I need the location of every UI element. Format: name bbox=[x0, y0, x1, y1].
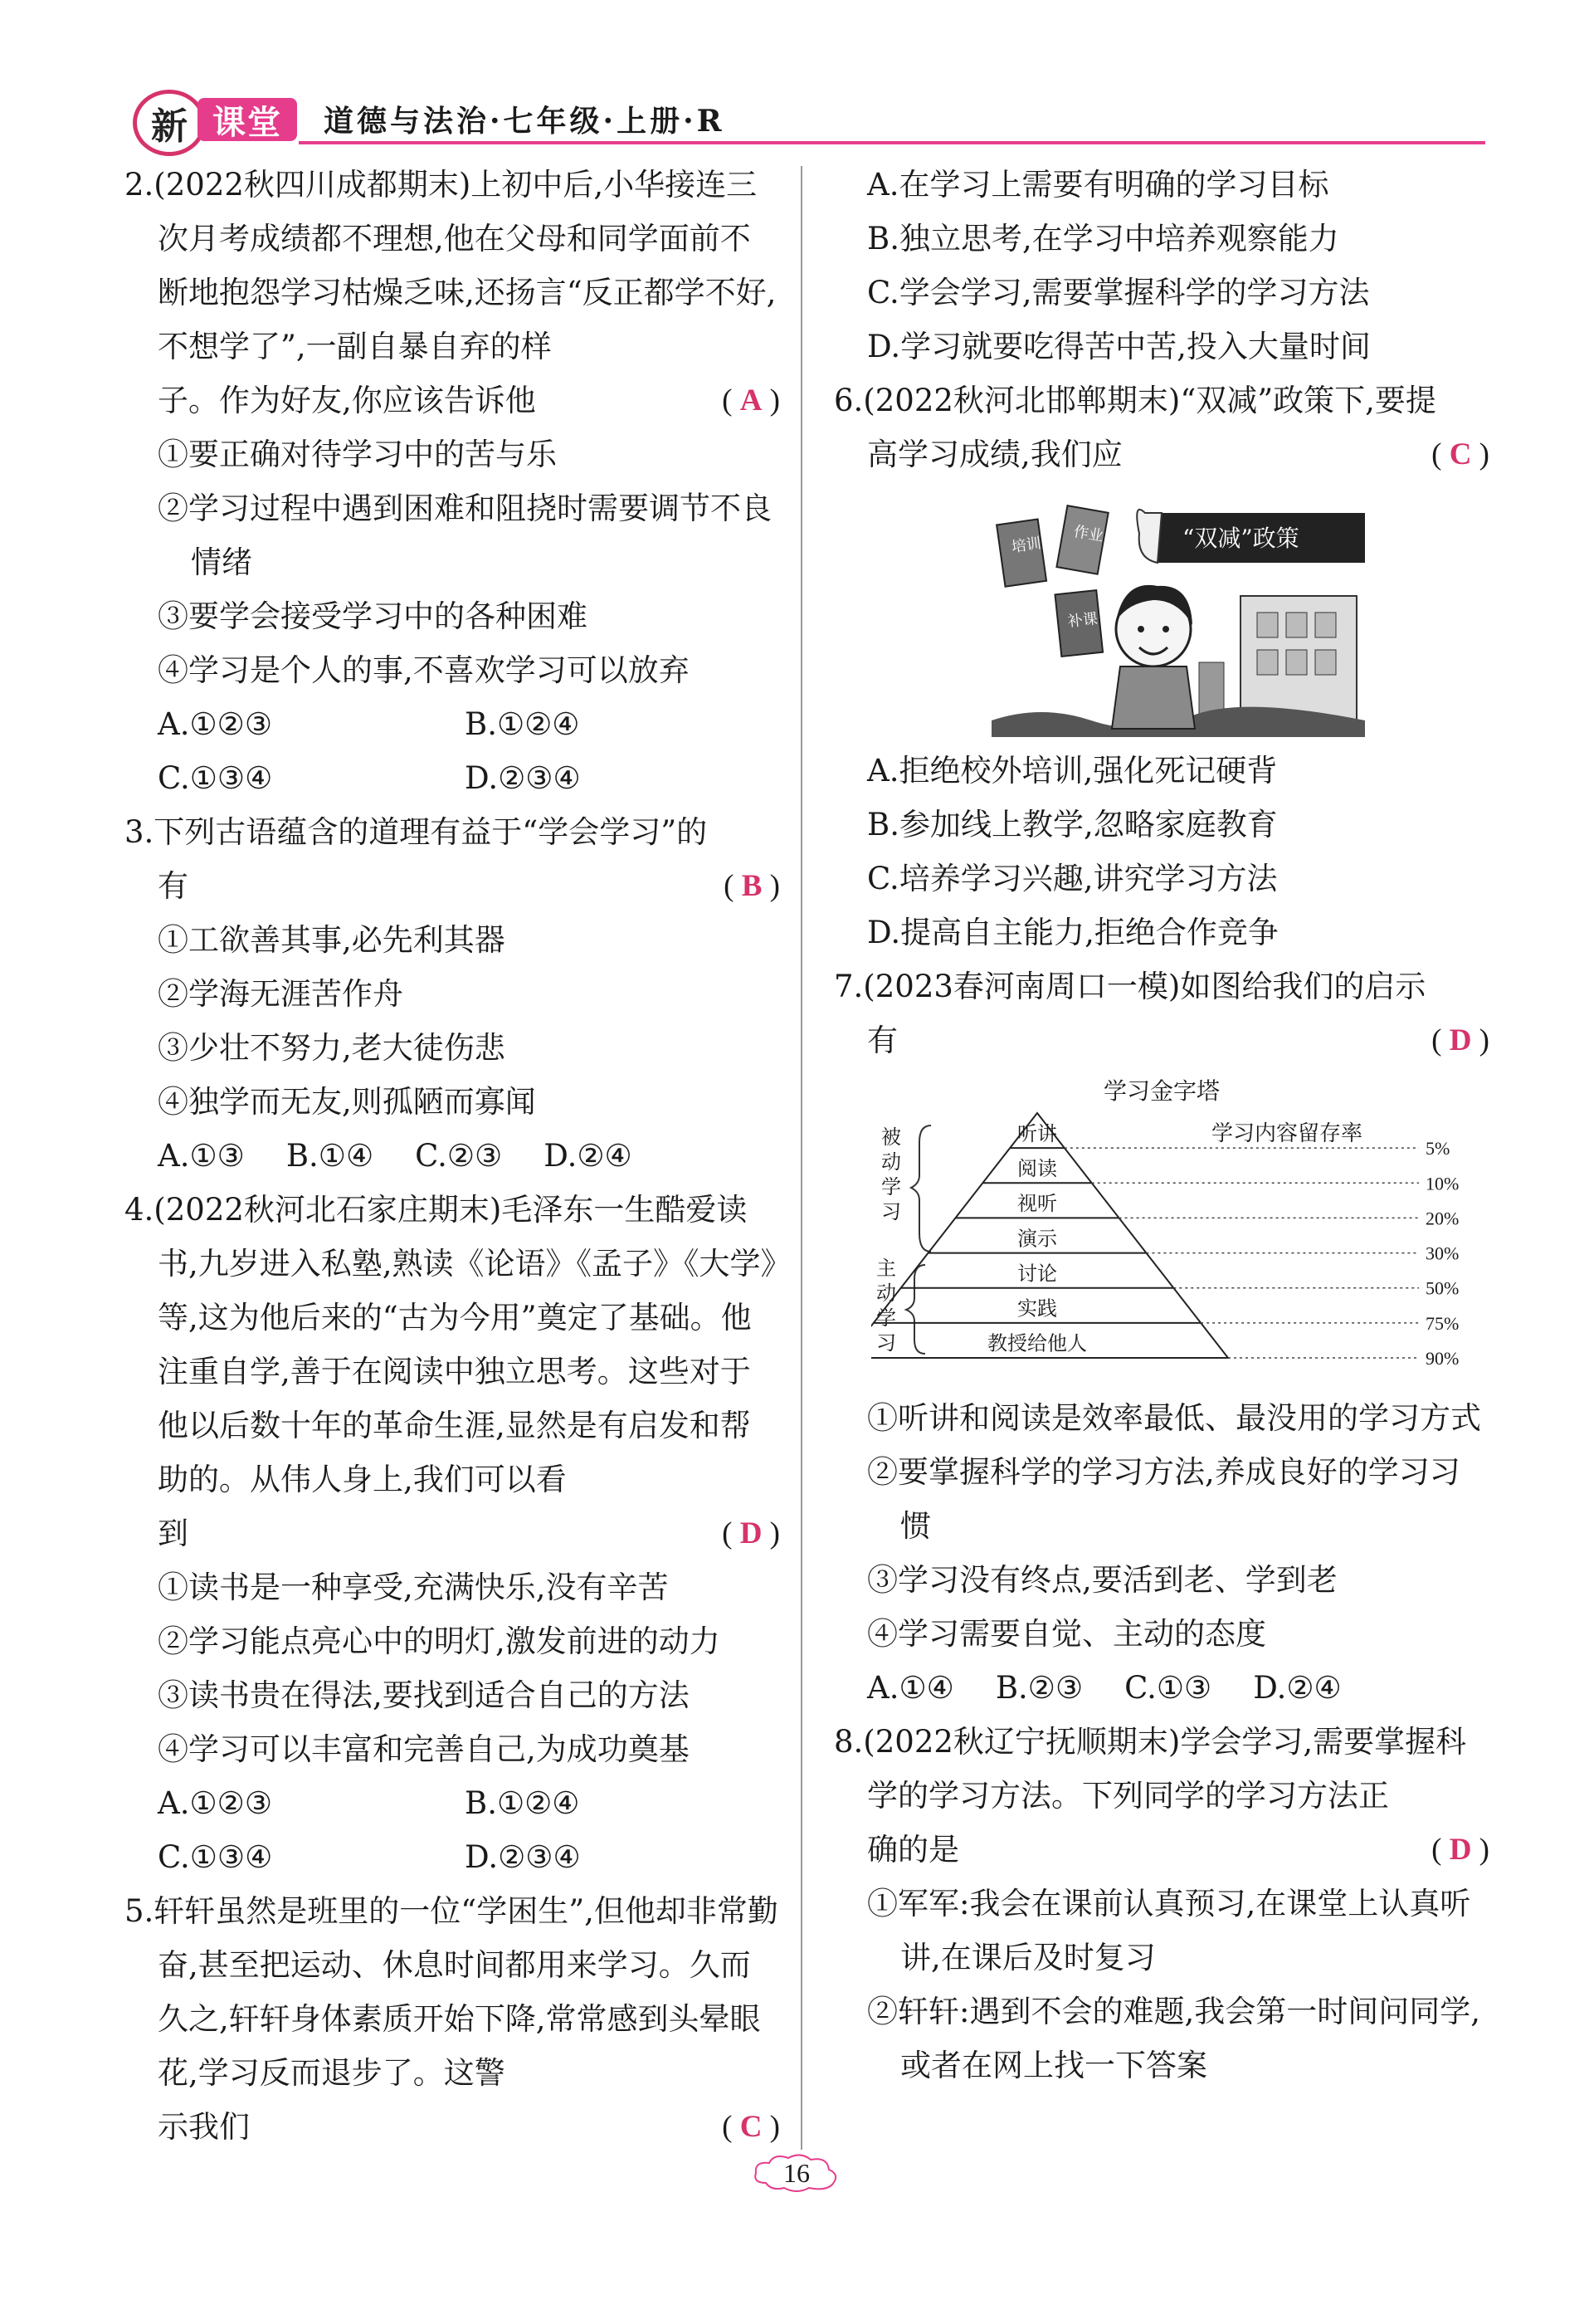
pyramid-level-label: 听讲 bbox=[1017, 1121, 1057, 1145]
statement: ④独学而无友,则孤陋而寡闻 bbox=[158, 1084, 536, 1120]
statement: ②轩轩:遇到不会的难题,我会第一时间问同学,或者在网上找一下答案 bbox=[867, 1994, 1480, 2083]
side-label-char: 学 bbox=[881, 1175, 901, 1199]
option-a: A.在学习上需要有明确的学习目标 bbox=[867, 167, 1329, 203]
pyramid-level-label: 视听 bbox=[1017, 1192, 1057, 1216]
option-c: C.①③ bbox=[1124, 1670, 1212, 1706]
question-stem-end bbox=[834, 1013, 1489, 1067]
statement: ③要学会接受学习中的各种困难 bbox=[158, 598, 587, 634]
learning-pyramid-figure bbox=[871, 1076, 1502, 1391]
options bbox=[124, 1129, 780, 1183]
stem-last-line: 有 bbox=[867, 1023, 898, 1058]
cartoon-illustration bbox=[992, 488, 1365, 737]
question-7 bbox=[834, 959, 1489, 1715]
option-a: A.拒绝校外培训,强化死记硬背 bbox=[867, 753, 1278, 788]
stem-last-line: 确的是 bbox=[867, 1832, 959, 1868]
answer-letter: D bbox=[739, 1516, 763, 1550]
logo-label: 课堂 bbox=[197, 98, 297, 141]
boy-body bbox=[1112, 666, 1195, 729]
question-6 bbox=[834, 374, 1489, 959]
answer-letter: D bbox=[1449, 1023, 1472, 1057]
page-number: 16 bbox=[783, 2157, 810, 2188]
question-stem-end bbox=[124, 374, 780, 427]
statement: ①读书是一种享受,充满快乐,没有辛苦 bbox=[158, 1570, 669, 1605]
option-a: A.①②③ bbox=[158, 706, 272, 742]
statement: ②学海无涯苦作舟 bbox=[158, 976, 403, 1012]
option-c: C.①③④ bbox=[158, 1839, 273, 1875]
stem-last-line: 示我们 bbox=[158, 2109, 250, 2145]
stem-last-line: 子。作为好友,你应该告诉他 bbox=[158, 383, 536, 418]
stem-last-line: 有 bbox=[158, 868, 188, 904]
pyramid-title: 学习金字塔 bbox=[1104, 1077, 1221, 1105]
question-stem-end bbox=[834, 1823, 1489, 1877]
pyramid-level-label: 阅读 bbox=[1017, 1157, 1057, 1181]
option-a: A.①③ bbox=[158, 1138, 245, 1174]
question-stem: 8.(2022秋辽宁抚顺期末)学会学习,需要掌握科学的学习方法。下列同学的学习方法正 bbox=[834, 1724, 1467, 1814]
retention-rate: 5% bbox=[1426, 1138, 1450, 1160]
question-5 bbox=[124, 1884, 780, 2154]
question-stem: 5.轩轩虽然是班里的一位“学困生”,但他却非常勤奋,甚至把运动、休息时间都用来学习。久而久之,轩轩身体素质开始下降,常常感到头晕眼花,学习反而退步了。这警 bbox=[124, 1893, 778, 2091]
answer-letter: C bbox=[1449, 437, 1472, 471]
statement: ①工欲善其事,必先利其器 bbox=[158, 922, 505, 958]
statement: ①听讲和阅读是效率最低、最没用的学习方式 bbox=[867, 1400, 1481, 1436]
statement: ③读书贵在得法,要找到适合自己的方法 bbox=[158, 1677, 690, 1713]
answer-box: ( A ) bbox=[722, 383, 780, 417]
question-stem: 2.(2022秋四川成都期末)上初中后,小华接连三次月考成绩都不理想,他在父母和同学面前不断地抱怨学习枯燥乏味,还扬言“反正都学不好,不想学了”,一副自暴自弃的样 bbox=[124, 167, 777, 364]
statement: ④学习需要自觉、主动的态度 bbox=[867, 1616, 1266, 1652]
option-b: B.②③ bbox=[995, 1670, 1084, 1706]
question-stem-end bbox=[834, 427, 1489, 481]
option-b: B.①④ bbox=[285, 1138, 374, 1174]
option-c: C.学会学习,需要掌握科学的学习方法 bbox=[867, 275, 1370, 310]
options bbox=[124, 1776, 780, 1884]
policy-sign-text: “双减”政策 bbox=[1182, 525, 1299, 552]
header-rule bbox=[299, 141, 1485, 144]
statement: ②要掌握科学的学习方法,养成良好的学习习惯 bbox=[867, 1454, 1460, 1544]
option-c: C.②③ bbox=[415, 1138, 503, 1174]
answer-box: ( C ) bbox=[1431, 437, 1489, 471]
statement: ②学习能点亮心中的明灯,激发前进的动力 bbox=[158, 1623, 720, 1659]
question-stem: 7.(2023春河南周口一模)如图给我们的启示 bbox=[834, 969, 1426, 1004]
options bbox=[834, 1661, 1489, 1715]
side-label-char: 习 bbox=[881, 1200, 901, 1223]
answer-box: ( C ) bbox=[722, 2110, 780, 2144]
side-label-char: 主 bbox=[876, 1257, 896, 1280]
book-label-homework: 作业 bbox=[1072, 523, 1105, 546]
answer-letter: B bbox=[741, 869, 763, 903]
page-header bbox=[124, 83, 1485, 149]
statement: ④学习是个人的事,不喜欢学习可以放弃 bbox=[158, 652, 690, 688]
passive-learning-label bbox=[881, 1125, 901, 1223]
option-a: A.①②③ bbox=[158, 1785, 272, 1821]
question-3 bbox=[124, 805, 780, 1183]
side-label-char: 学 bbox=[876, 1306, 896, 1330]
pyramid-level-label: 实践 bbox=[1017, 1296, 1057, 1321]
pyramid-level-label: 教授给他人 bbox=[987, 1331, 1087, 1355]
option-d: D.②③④ bbox=[465, 1839, 581, 1875]
learning-pyramid bbox=[871, 1076, 1502, 1391]
pyramid-level-label: 演示 bbox=[1017, 1227, 1057, 1251]
question-stem: 6.(2022秋河北邯郸期末)“双减”政策下,要提 bbox=[834, 383, 1436, 418]
retention-rate: 30% bbox=[1426, 1243, 1460, 1264]
option-c: C.①③④ bbox=[158, 760, 273, 796]
pyramid-level-label: 讨论 bbox=[1017, 1262, 1057, 1286]
option-d: D.②③④ bbox=[465, 760, 581, 796]
question-stem-end bbox=[124, 2100, 780, 2154]
side-label-char: 被 bbox=[881, 1125, 901, 1149]
page-number-badge bbox=[751, 2150, 842, 2196]
options bbox=[124, 697, 780, 805]
option-d: D.学习就要吃得苦中苦,投入大量时间 bbox=[867, 329, 1371, 364]
question-2 bbox=[124, 158, 780, 805]
statement: ①要正确对待学习中的苦与乐 bbox=[158, 437, 557, 472]
option-b: B.参加线上教学,忽略家庭教育 bbox=[867, 807, 1278, 842]
question-stem: 4.(2022秋河北石家庄期末)毛泽东一生酷爱读书,九岁进入私塾,熟读《论语》《孟子》《大学》等,这为他后来的“古为今用”奠定了基础。他注重自学,善于在阅读中独立思考。这些对于他以后数十年的革命生涯,显然是有启发和帮助的。从伟人身上,我们可以看 bbox=[124, 1192, 777, 1497]
statement: ④学习可以丰富和完善自己,为成功奠基 bbox=[158, 1731, 690, 1767]
stem-last-line: 高学习成绩,我们应 bbox=[867, 437, 1123, 472]
option-b: B.①②④ bbox=[465, 1785, 580, 1821]
retention-rate: 20% bbox=[1426, 1208, 1460, 1229]
option-c: C.培养学习兴趣,讲究学习方法 bbox=[867, 861, 1278, 896]
question-8 bbox=[834, 1715, 1489, 2092]
passive-brace bbox=[911, 1125, 931, 1252]
option-d: D.提高自主能力,拒绝合作竞争 bbox=[867, 915, 1279, 950]
answer-letter: A bbox=[739, 383, 763, 417]
option-d: D.②④ bbox=[1253, 1670, 1342, 1706]
question-stem-end bbox=[124, 1506, 780, 1560]
question-stem: 3.下列古语蕴含的道理有益于“学会学习”的 bbox=[124, 814, 708, 850]
header-title: 道德与法治·七年级·上册·R bbox=[324, 104, 725, 139]
stem-last-line: 到 bbox=[158, 1516, 188, 1551]
retention-rate: 10% bbox=[1426, 1173, 1460, 1194]
retention-rate: 90% bbox=[1426, 1348, 1460, 1369]
retention-rate: 75% bbox=[1426, 1312, 1460, 1334]
side-label-char: 动 bbox=[876, 1282, 896, 1305]
side-label-char: 动 bbox=[881, 1150, 901, 1174]
option-b: B.①②④ bbox=[465, 706, 580, 742]
column-divider bbox=[801, 166, 802, 2150]
answer-box: ( B ) bbox=[724, 869, 780, 903]
right-column bbox=[834, 158, 1489, 2092]
answer-letter: C bbox=[739, 2110, 763, 2144]
logo-badge: 新 bbox=[133, 90, 206, 156]
statement: ③学习没有终点,要活到老、学到老 bbox=[867, 1562, 1338, 1598]
double-reduction-cartoon bbox=[992, 488, 1365, 737]
question-4 bbox=[124, 1183, 780, 1884]
retention-rate: 50% bbox=[1426, 1277, 1460, 1299]
statement: ②学习过程中遇到困难和阻挠时需要调节不良情绪 bbox=[158, 491, 772, 580]
option-d: D.②④ bbox=[543, 1138, 632, 1174]
retention-label: 学习内容留存率 bbox=[1211, 1121, 1363, 1146]
side-label-char: 习 bbox=[876, 1331, 896, 1355]
book-label-training: 培训 bbox=[1010, 535, 1043, 557]
option-a: A.①④ bbox=[867, 1670, 954, 1706]
question-stem-end bbox=[124, 859, 780, 913]
answer-box: ( D ) bbox=[1431, 1023, 1489, 1057]
statement: ①军军:我会在课前认真预习,在课堂上认真听讲,在课后及时复习 bbox=[867, 1886, 1471, 1975]
option-b: B.独立思考,在学习中培养观察能力 bbox=[867, 221, 1339, 256]
statement: ③少壮不努力,老大徒伤悲 bbox=[158, 1030, 505, 1066]
answer-letter: D bbox=[1449, 1833, 1472, 1867]
answer-box: ( D ) bbox=[1431, 1833, 1489, 1867]
book-label-tutoring: 补课 bbox=[1066, 610, 1099, 631]
left-column bbox=[124, 158, 780, 2154]
answer-box: ( D ) bbox=[722, 1516, 780, 1550]
